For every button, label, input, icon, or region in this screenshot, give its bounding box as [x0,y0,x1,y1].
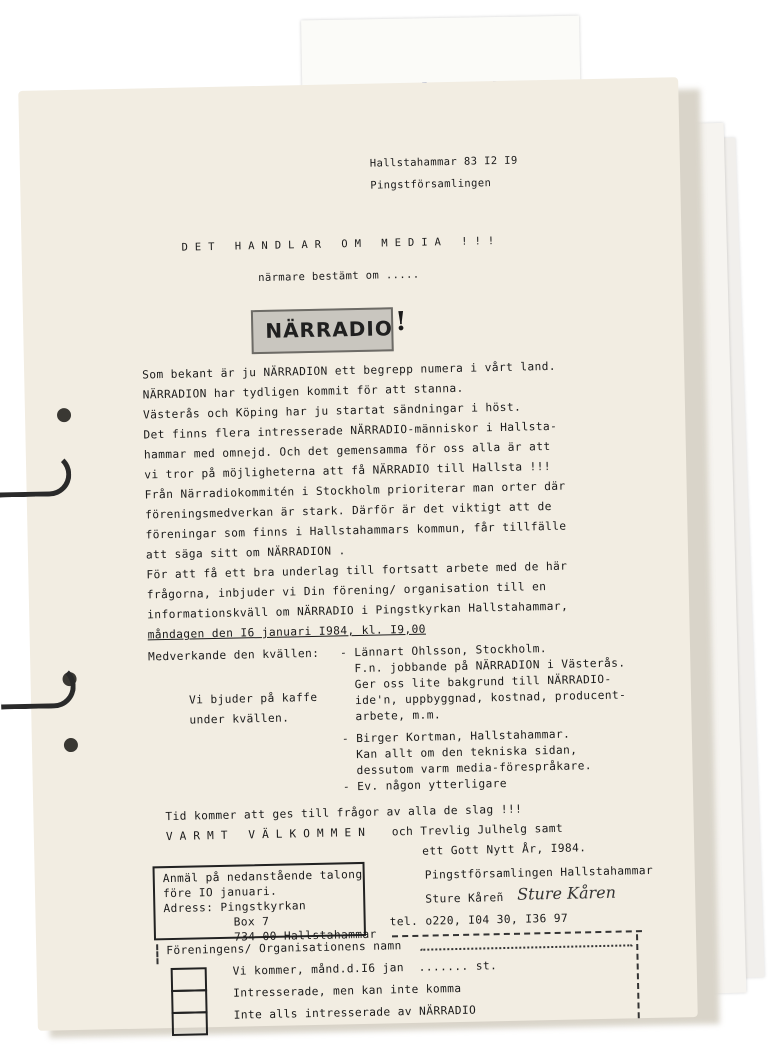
body-line: Som bekant är ju NÄRRADION ett begrepp numera i vårt land. [142,359,557,382]
event-date-line: måndagen den I6 januari I984, kl. I9,00 [147,622,427,642]
sender-org: Pingstförsamlingen Hallstahammar [424,863,654,882]
binder-hole [64,738,78,752]
binder-ring [0,664,76,710]
welcome-spaced: VARMT VÄLKOMMEN [165,825,373,844]
coupon-cut-line [636,934,640,1018]
checkbox-interested [171,989,207,1014]
sender-name: Sture Kåreñ [425,891,504,906]
coffee-line: Vi bjuder på kaffe [188,690,318,707]
body-line: Från Närradiokommitén i Stockholm prioriterar man orter där [144,479,566,502]
checkbox-not-interested [172,1011,208,1036]
coupon-option-3: Inte alls intresserade av NÄRRADIO [233,1003,477,1022]
registration-line: Anmäl på nedanstående talong [162,867,363,886]
participant-line: Ger oss lite bakgrund till NÄRRADIO- [354,672,612,692]
body-line: För att få ett bra underlag till fortsatt arbete med de här [146,559,568,582]
heading: DET HANDLAR OM MEDIA !!! [181,234,502,254]
logo-exclamation: ! [394,306,407,338]
body-line: att säga sitt om NÄRRADION . [145,544,346,562]
coffee-line: under kvällen. [189,711,290,727]
participants-label: Medverkande den kvällen: [147,646,320,664]
header-date: Hallstahammar 83 I2 I9 [369,154,518,170]
coupon-cut-line [392,930,642,937]
narradio-logo-text: NÄRRADIO [265,316,394,343]
participant-line: arbete, m.m. [355,708,442,724]
participant-line: ide'n, uppbyggnad, kostnad, producent- [354,688,627,708]
handwritten-signature: Sture Kåren [516,882,617,904]
welcome-rest: och Trevlig Julhelg samt [391,821,564,839]
body-line: föreningsmedverkan är stark. Därför är det viktigt att de [144,499,552,522]
coupon-option-1: Vi kommer, månd.d.I6 jan [232,961,405,978]
registration-line: Box 7 [233,914,270,929]
questions-line: Tid kommer att ges till frågor av alla de slag !!! [165,802,523,824]
phone-line: tel. o220, I04 30, I36 97 [389,911,569,929]
body-line: frågorna, inbjuder vi Din förening/ organisation till en [146,580,547,602]
narradio-logo [251,307,394,354]
participant-line: - Lännart Ohlsson, Stockholm. [339,642,548,660]
body-line: NÄRRADION har tydligen kommit för att stanna. [142,381,464,402]
registration-box [152,862,377,944]
checkbox-attend [171,967,207,992]
new-year-line: ett Gott Nytt År, I984. [422,841,587,858]
coupon-org-field [420,944,632,950]
participant-line: dessutom varm media-förespråkare. [356,759,593,778]
coupon-option-1-count: ....... st. [418,959,498,974]
subheading: närmare bestämt om ..... [258,268,420,285]
coupon-cut-line [156,944,158,964]
coupon-org-label: Föreningens/ Organisationens namn [166,939,402,958]
registration-line: 734 00 Hallstahammar [233,927,377,944]
body-line: hammar med omnejd. Och det gemensamma för oss alla är att [143,439,551,462]
body-line: vi tror på möjligheterna att få NÄRRADIO till Hallsta !!! [144,459,552,482]
letter-page [18,77,698,1031]
registration-line: före IO januari. [162,884,278,901]
binder-hole [57,408,71,422]
body-line: informationskväll om NÄRRADIO i Pingstkyrkan Hallstahammar, [147,599,569,622]
body-line: föreningar som finns i Hallstahammars kommun, får tillfälle [145,519,567,542]
binder-ring [0,452,72,498]
body-line: Västerås och Köping har ju startat sändningar i höst. [142,400,522,422]
participant-line: - Ev. någon ytterligare [342,776,508,794]
header-org: Pingstförsamlingen [370,177,492,192]
participant-line: - Birger Kortman, Hallstahammar. [341,727,571,746]
registration-line: Adress: Pingstkyrkan [163,899,307,916]
participant-line: Kan allt om den tekniska sidan, [356,743,578,762]
body-line: Det finns flera intresserade NÄRRADIO-människor i Hallsta- [143,419,558,442]
participant-line: F.n. jobbande på NÄRRADION i Västerås. [354,656,626,676]
coupon-option-2: Intresserade, men kan inte komma [233,981,462,1000]
